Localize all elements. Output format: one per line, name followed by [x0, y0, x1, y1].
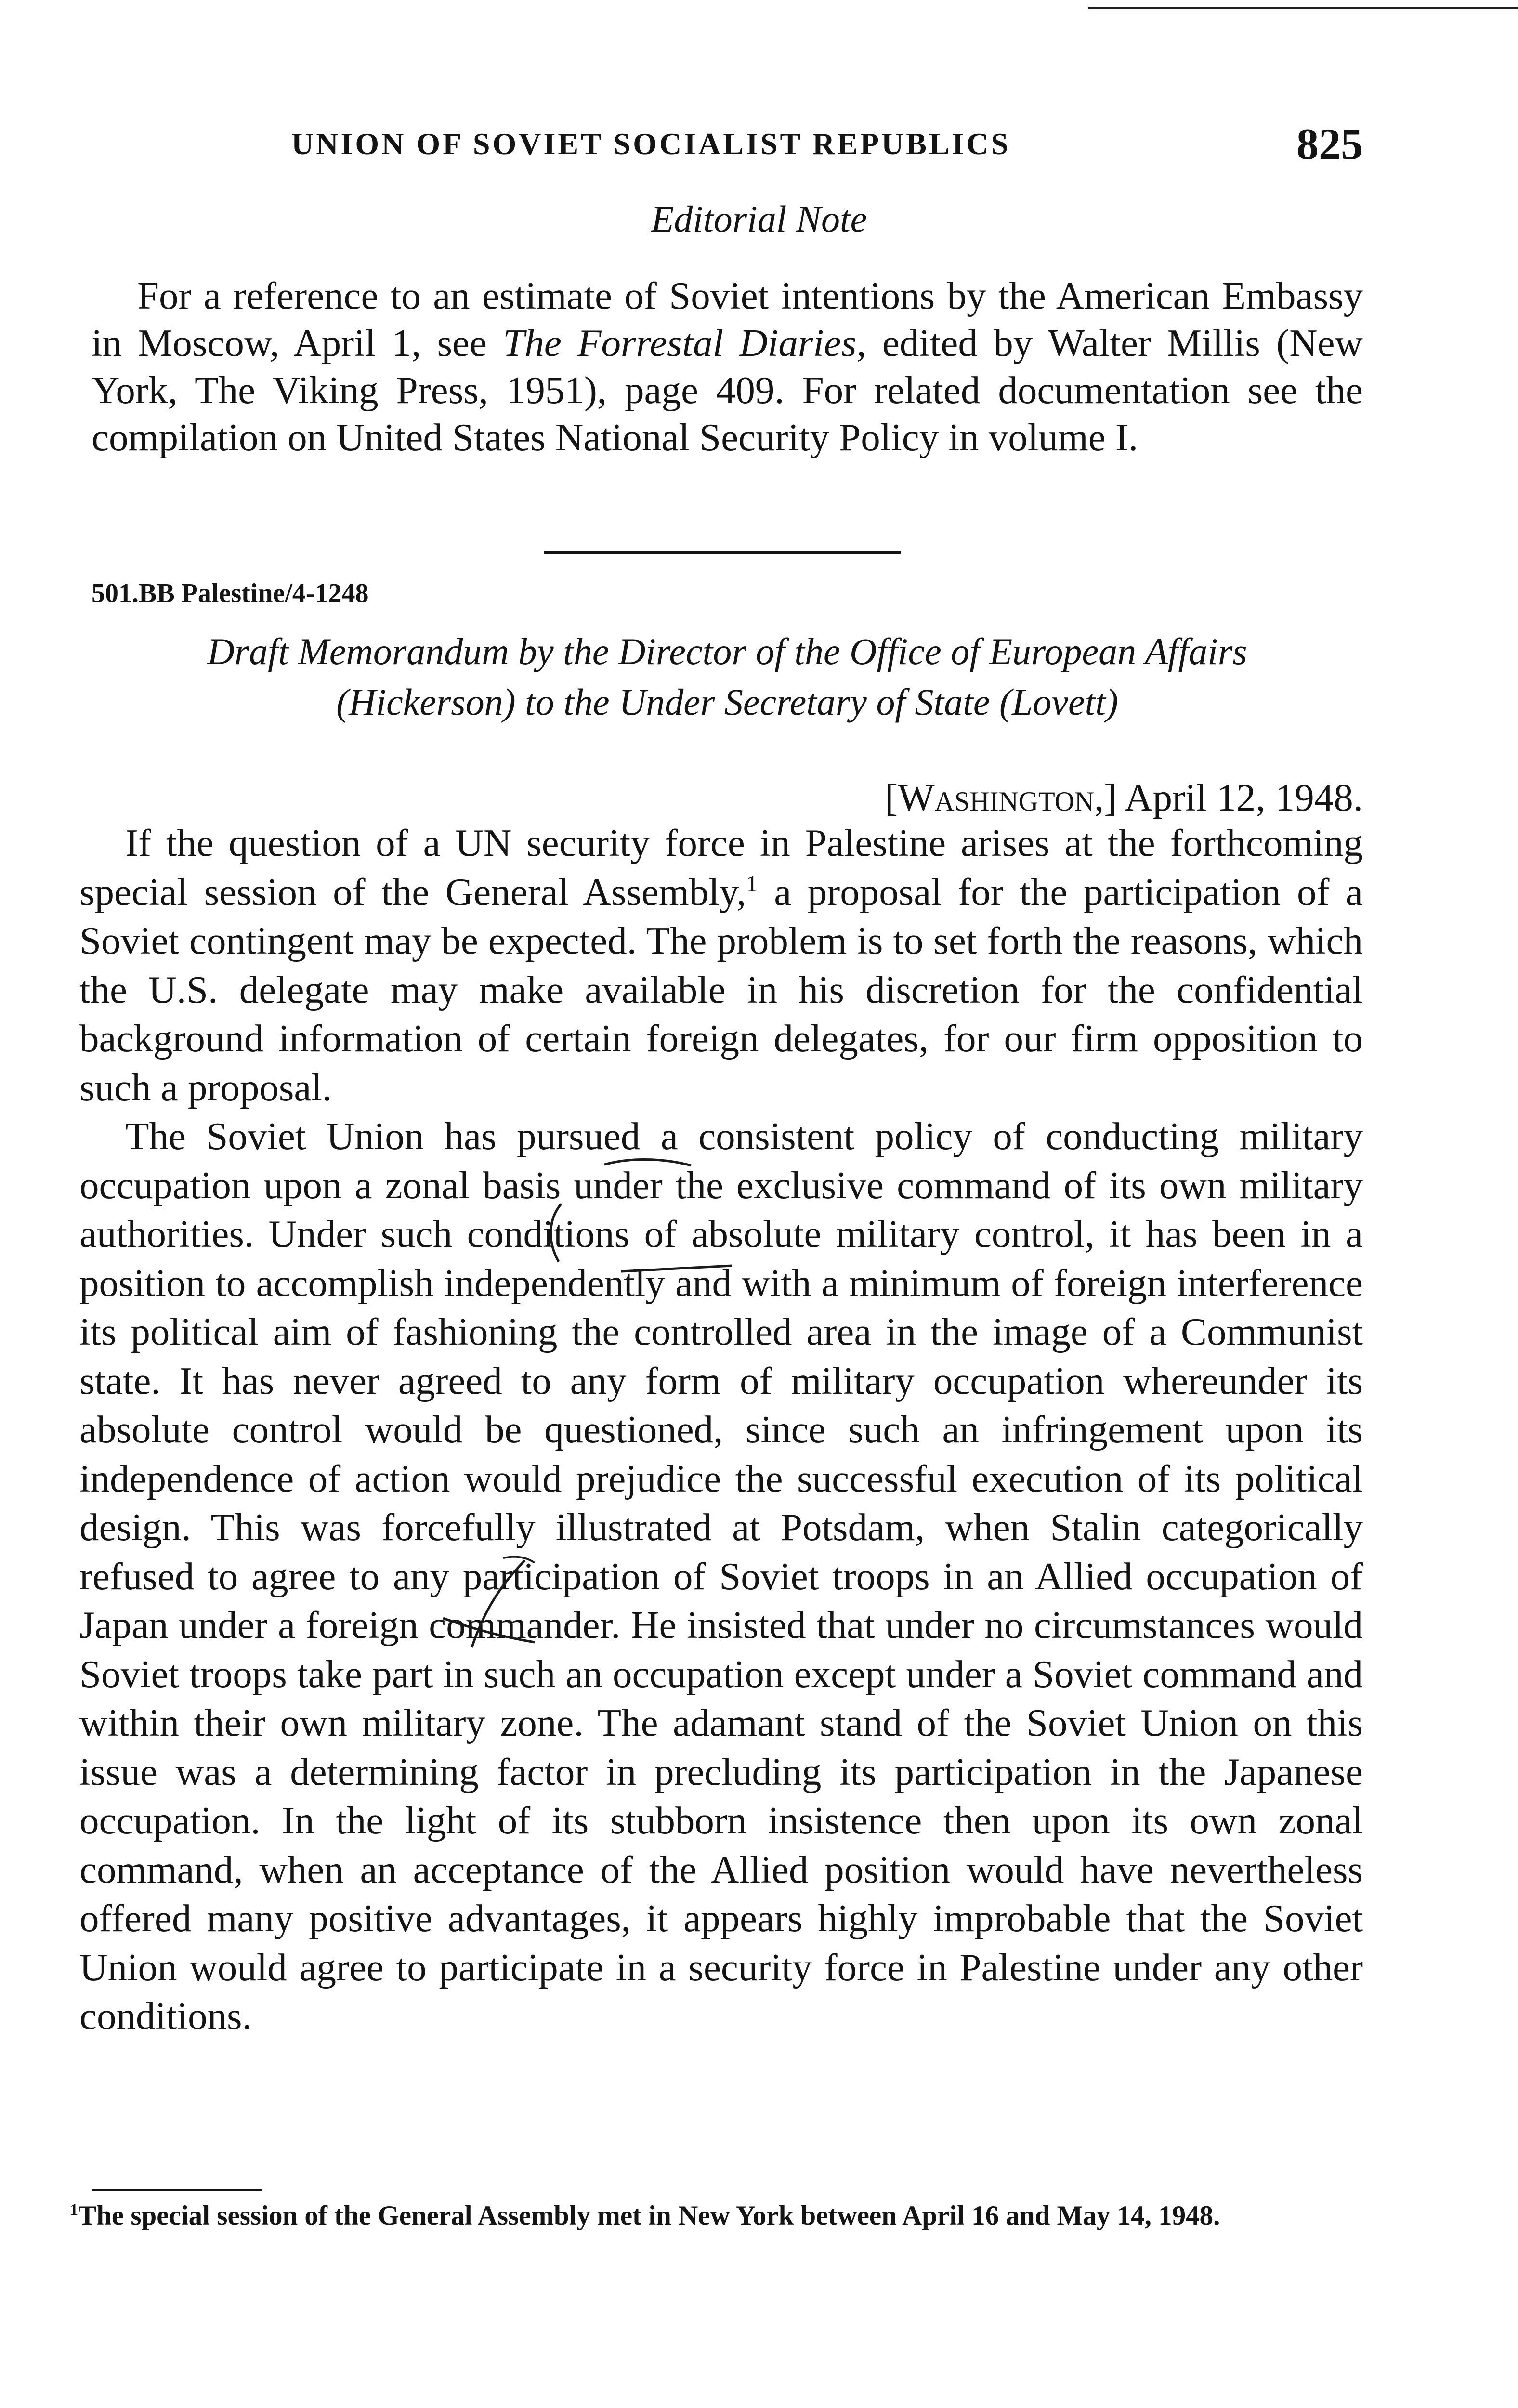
dateline-date: April 12, 1948.: [1117, 776, 1363, 819]
footnote-text: The special session of the General Assembly met in New York between April 16 and May 14, 1948.: [78, 2200, 1220, 2231]
section-divider: [544, 551, 901, 554]
title-paren-close: ): [1105, 681, 1118, 723]
document-title-line-1: Draft Memorandum by the Director of the Office of European Affairs: [207, 630, 1247, 672]
author-name: Hickerson: [349, 681, 503, 723]
title-middle: ) to the Under Secretary of State (: [503, 681, 1012, 723]
paragraph-1-text-a: If the question of a UN security force in Palestine arises at the forthcoming special session of the General Assembly,: [79, 821, 1363, 914]
document-title: [92, 626, 1363, 727]
dateline-place: [Washington,]: [885, 776, 1117, 819]
title-paren-open: (: [336, 681, 349, 723]
paragraph-2: The Soviet Union has pursued a consistent policy of conducting military occupation upon a zonal basis under the exclusive command of its own military authorities. Under such conditions of absolute military control, it has been in a position to accomplish independently and with a minimum of foreign interference its political aim of fashioning the controlled area in the image of a Communist state. It has never agreed to any form of military occupation whereunder its absolute control would be questioned, since such an infringement upon its independence of action would prejudice the successful execution of its political design. This was forcefully illustrated at Potsdam, when Stalin categorically refused to agree to any participation of Soviet troops in an Allied occupation of Japan under a foreign commander. He insisted that under no circumstances would Soviet troops take part in such an occupation except under a Soviet command and within their own military zone. The adamant stand of the Soviet Union on this issue was a determining factor in precluding its participation in the Japanese occupation. In the light of its stubborn insistence then upon its own zonal command, when an acceptance of the Allied position would have nevertheless offered many positive advantages, it appears highly improbable that the Soviet Union would agree to participate in a security force in Palestine under any other conditions.: [79, 1114, 1363, 2038]
memorandum-body: [79, 819, 1363, 2041]
file-reference: 501.BB Palestine/4-1248: [92, 578, 369, 608]
dateline: [92, 775, 1363, 820]
editorial-note-title: Editorial Note: [651, 198, 867, 240]
paragraph-1: [79, 819, 1363, 1112]
footnote-reference: 1: [746, 870, 758, 897]
recipient-name: Lovett: [1011, 681, 1106, 723]
footnote-marker: 1: [70, 2201, 79, 2219]
footnote: [70, 2200, 1341, 2232]
paragraph-1-text-b: a proposal for the participation of a Soviet contingent may be expected. The problem is to set forth the reasons, which the U.S. delegate may make available in his discretion for the confidential background information of certain foreign delegates, for our firm opposition to such a proposal.: [79, 870, 1363, 1109]
running-head: UNION OF SOVIET SOCIALIST REPUBLICS: [291, 127, 1011, 161]
page-number: 825: [1296, 119, 1363, 169]
document-title-line-2: [92, 677, 1363, 727]
editorial-note-text-2: , edited by Walter Millis (New York, The Viking Press, 1951), page 409. For related documentation see the compilation on United States National Security Policy in volume I.: [92, 321, 1363, 459]
editorial-note-text-1: For a reference to an estimate of Soviet intentions by the American Embassy in Moscow, April 1, see: [92, 274, 1363, 365]
book-title: The Forrestal Diaries: [503, 321, 857, 365]
footnote-rule: [92, 2189, 262, 2191]
scan-border-line: [1088, 7, 1518, 9]
editorial-note-body: [92, 272, 1363, 461]
